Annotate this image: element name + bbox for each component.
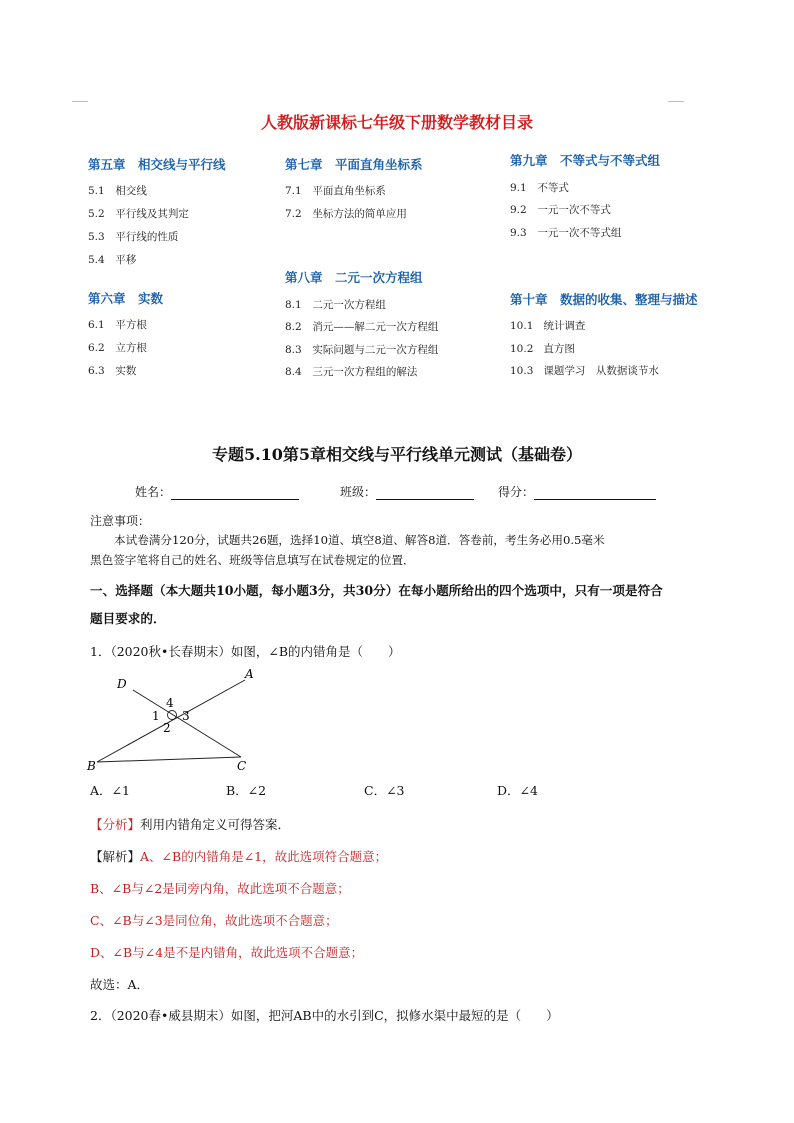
name-blank[interactable] (171, 485, 299, 500)
question-1-stem: 1．（2020秋•长春期末）如图，∠B的内错角是（ ） (90, 644, 401, 659)
toc-item: 9.1 不等式 (510, 182, 569, 194)
chapter-10-title: 第十章 数据的收集、整理与描述 (510, 292, 698, 307)
question-2-stem: 2．（2020春•威县期末）如图，把河AB中的水引到C，拟修水渠中最短的是（ ） (90, 1008, 559, 1023)
chapter-7-title: 第七章 平面直角坐标系 (285, 157, 423, 172)
label-C: C (237, 759, 247, 773)
chapter-8-title: 第八章 二元一次方程组 (285, 270, 423, 285)
label-B: B (87, 759, 96, 773)
name-field[interactable] (135, 483, 299, 500)
toc-item: 6.3 实数 (88, 365, 137, 377)
class-field[interactable] (340, 483, 474, 500)
section-heading-cont: 题目要求的． (90, 611, 166, 626)
analysis-tag: 【分析】 (90, 817, 141, 832)
solution-tag: 【解析】 (90, 849, 141, 864)
toc-item: 8.1 二元一次方程组 (285, 299, 386, 311)
chapter-9-title: 第九章 不等式与不等式组 (510, 153, 661, 168)
toc-item: 6.1 平方根 (88, 319, 147, 331)
test-title: 专题5.10第5章相交线与平行线单元测试（基础卷） (211, 445, 583, 464)
final-choice: 故选：A． (90, 977, 150, 992)
section-heading: 一、选择题（本大题共10小题，每小题3分，共30分）在每小题所给出的四个选项中，只有一项是符合 (90, 583, 663, 598)
solution-line: D、∠B与∠4是不是内错角，故此选项不合题意； (90, 945, 364, 960)
score-label: 得分： (498, 485, 535, 499)
toc-item: 10.1 统计调查 (510, 320, 586, 332)
toc-item: 8.3 实际问题与二元一次方程组 (285, 344, 439, 356)
option-b[interactable]: B．∠2 (226, 783, 267, 798)
score-field[interactable] (498, 483, 656, 500)
solution-line: A、∠B的内错角是∠1，故此选项符合题意； (140, 849, 388, 864)
toc-item: 6.2 立方根 (88, 342, 147, 354)
class-blank[interactable] (376, 485, 474, 500)
analysis (90, 815, 290, 833)
label-D: D (117, 677, 127, 691)
chapter-6-title: 第六章 实数 (88, 291, 164, 306)
solution-line: B、∠B与∠2是同旁内角，故此选项不合题意； (90, 881, 350, 896)
notice-label: 注意事项： (90, 514, 151, 528)
analysis-text: 利用内错角定义可得答案． (140, 817, 291, 832)
toc-item: 5.4 平移 (88, 254, 137, 266)
angle-label-4: 4 (166, 696, 174, 710)
corner-mark-right (668, 101, 684, 102)
intersection-point (168, 711, 177, 720)
option-a[interactable]: A．∠1 (90, 783, 130, 798)
score-blank[interactable] (534, 485, 656, 500)
toc-item: 5.3 平行线的性质 (88, 231, 179, 243)
name-label: 姓名： (135, 485, 172, 499)
toc-item: 7.1 平面直角坐标系 (285, 185, 386, 197)
solution (90, 847, 387, 865)
angle-label-1: 1 (152, 709, 160, 723)
label-A: A (245, 667, 254, 681)
line-B-A (97, 680, 245, 762)
angle-label-3: 3 (182, 709, 190, 723)
toc-item: 10.3 课题学习 从数据谈节水 (510, 365, 659, 377)
option-d[interactable]: D．∠4 (497, 783, 538, 798)
corner-mark-left (72, 101, 88, 102)
toc-item: 5.2 平行线及其判定 (88, 208, 189, 220)
toc-item: 8.2 消元——解二元一次方程组 (285, 321, 439, 333)
line-B-C (97, 757, 241, 762)
toc-item: 9.2 一元一次不等式 (510, 204, 611, 216)
toc-item: 9.3 一元一次不等式组 (510, 227, 622, 239)
question-1-figure (85, 664, 265, 774)
chapter-5-title: 第五章 相交线与平行线 (88, 157, 226, 172)
toc-item: 10.2 直方图 (510, 343, 575, 355)
line-D-C (133, 690, 241, 757)
toc-item: 7.2 坐标方法的简单应用 (285, 208, 407, 220)
notice-line: 本试卷满分120分，试题共26题，选择10道、填空8道、解答8道．答卷前，考生务必用0.5毫米 (114, 533, 605, 547)
toc-item: 8.4 三元一次方程组的解法 (285, 366, 418, 378)
solution-line: C、∠B与∠3是同位角，故此选项不合题意； (90, 913, 338, 928)
notice-line: 黑色签字笔将自己的姓名、班级等信息填写在试卷规定的位置． (90, 553, 415, 567)
toc-title: 人教版新课标七年级下册数学教材目录 (260, 113, 533, 132)
angle-label-2: 2 (163, 721, 171, 735)
class-label: 班级： (340, 485, 377, 499)
toc-item: 5.1 相交线 (88, 185, 147, 197)
option-c[interactable]: C．∠3 (364, 783, 405, 798)
